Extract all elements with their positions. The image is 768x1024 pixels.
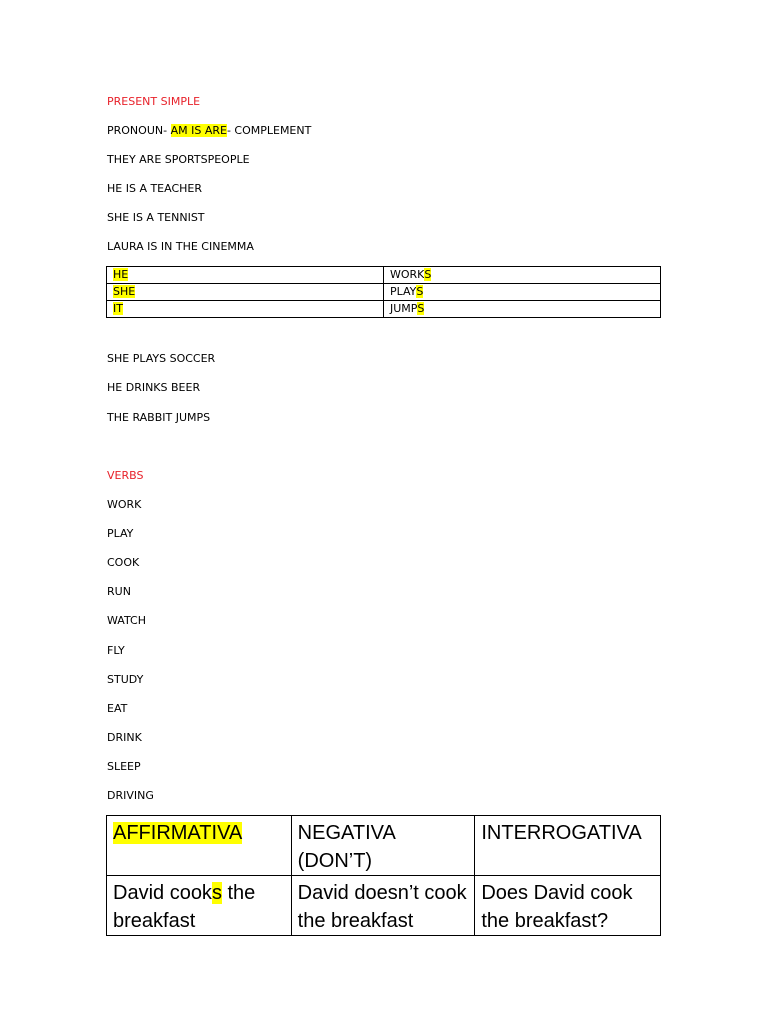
verb-list-item: PLAY [107, 527, 134, 540]
example-sentence: HE IS A TEACHER [107, 182, 203, 195]
header-interrogative [475, 816, 661, 876]
rule-before: PRONOUN- [107, 124, 171, 137]
rule-highlight: AM IS ARE [170, 124, 227, 137]
verb-stem: WORK [390, 268, 425, 281]
verb-stem: JUMP [390, 302, 418, 315]
rule-after: - COMPLEMENT [226, 124, 312, 137]
header-affirmative [107, 816, 292, 876]
verb-list-item: WATCH [107, 614, 146, 627]
pronoun-cell [107, 267, 384, 284]
table-row [107, 267, 661, 284]
verb-list-item: SLEEP [107, 760, 141, 773]
section-heading-present-simple: PRESENT SIMPLE [107, 95, 201, 108]
verb-cell [384, 284, 661, 301]
pronoun-text: HE [113, 268, 129, 281]
section-heading-verbs: VERBS [107, 469, 144, 482]
negative-example-cell [291, 876, 475, 936]
verb-list-item: DRINK [107, 731, 142, 744]
rule-line [107, 124, 311, 137]
table-row [107, 284, 661, 301]
pronoun-text: SHE [113, 285, 136, 298]
header-interrogative-text: INTERROGATIVA [481, 822, 642, 844]
example-sentence: THEY ARE SPORTSPEOPLE [107, 153, 250, 166]
table-row [107, 876, 661, 936]
table-header-row [107, 816, 661, 876]
negative-example-text: David doesn’t cook the breakfast [297, 882, 467, 932]
affirmative-after: the breakfast [113, 882, 256, 932]
affirmative-before: David cook [113, 882, 212, 904]
verb-cell [384, 301, 661, 318]
interrogative-example-text: Does David cook the breakfast? [481, 882, 633, 932]
pronoun-verb-table [106, 266, 661, 318]
verb-list-item: STUDY [107, 673, 144, 686]
header-negative-text: NEGATIVA [297, 822, 396, 844]
example-sentence: SHE IS A TENNIST [107, 211, 205, 224]
verb-ending: S [416, 285, 424, 298]
verb-list-item: WORK [107, 498, 142, 511]
pronoun-cell [107, 301, 384, 318]
verb-ending: S [424, 268, 432, 281]
interrogative-example-cell [475, 876, 661, 936]
verb-list-item: COOK [107, 556, 140, 569]
header-affirmative-text: AFFIRMATIVA [113, 822, 243, 844]
verb-stem: PLAY [390, 285, 417, 298]
example-sentence: LAURA IS IN THE CINEMMA [107, 240, 254, 253]
example-sentence: THE RABBIT JUMPS [107, 411, 211, 424]
pronoun-cell [107, 284, 384, 301]
affirmative-example-cell [107, 876, 292, 936]
verb-ending: S [417, 302, 425, 315]
pronoun-text: IT [113, 302, 123, 315]
verb-list-item: DRIVING [107, 789, 154, 802]
header-negative [291, 816, 475, 876]
sentence-forms-table [106, 815, 661, 936]
verb-cell [384, 267, 661, 284]
verb-list-item: FLY [107, 644, 125, 657]
affirmative-highlight: s [211, 882, 222, 904]
verb-list-item: EAT [107, 702, 128, 715]
example-sentence: SHE PLAYS SOCCER [107, 352, 216, 365]
header-negative-subtext: (DON’T) [297, 850, 373, 872]
example-sentence: HE DRINKS BEER [107, 381, 201, 394]
verb-list-item: RUN [107, 585, 131, 598]
table-row [107, 301, 661, 318]
